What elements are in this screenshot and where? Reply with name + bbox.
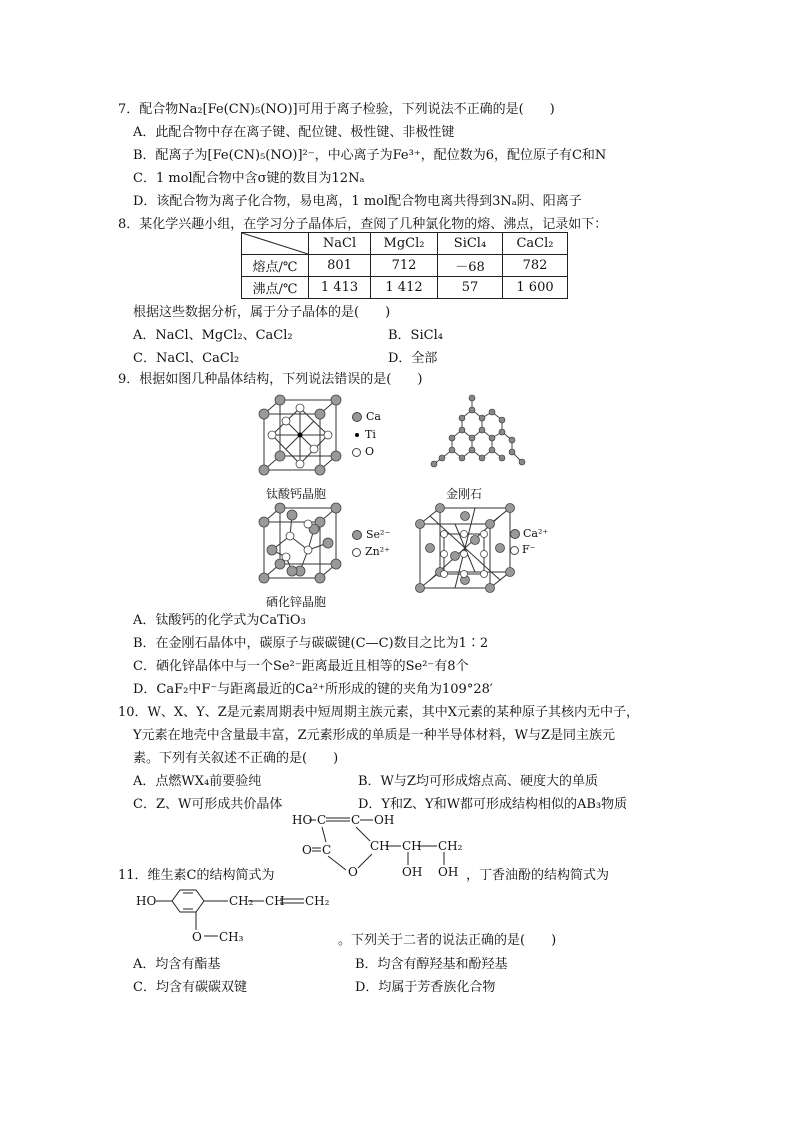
table-row bbox=[242, 255, 568, 277]
q11-option-a: A．均含有酯基 bbox=[133, 957, 221, 972]
table-cell: －68 bbox=[438, 255, 503, 277]
legend-se: Se²⁻ bbox=[352, 528, 390, 541]
q7-stem: 7．配合物Na₂[Fe(CN)₅(NO)]可用于离子检验，下列说法不正确的是( ) bbox=[118, 102, 555, 117]
atom-label: C bbox=[317, 813, 327, 827]
q11-option-c: C．均含有碳碳双键 bbox=[133, 980, 247, 995]
legend-ti: Ti bbox=[355, 428, 376, 441]
q10-stem-line3: 素。下列有关叙述不正确的是( ) bbox=[133, 751, 339, 766]
legend-f: F⁻ bbox=[510, 543, 535, 556]
table-cell: 1 413 bbox=[309, 277, 371, 299]
table-cell: 1 412 bbox=[371, 277, 438, 299]
q9-stem: 9．根据如图几种晶体结构，下列说法错误的是( ) bbox=[118, 372, 423, 387]
table-header: CaCl₂ bbox=[503, 233, 568, 255]
q7-option-b: B．配离子为[Fe(CN)₅(NO)]²⁻，中心离子为Fe³⁺，配位数为6，配位原子有C和N bbox=[133, 148, 607, 163]
q11-stem-part1: 11．维生素C的结构简式为 bbox=[118, 868, 275, 883]
table-cell: 57 bbox=[438, 277, 503, 299]
q10-option-c: C．Z、W可形成共价晶体 bbox=[133, 797, 283, 812]
atom-label: O bbox=[302, 843, 312, 857]
q11-option-b: B．均含有醇羟基和酚羟基 bbox=[355, 957, 508, 972]
atom-label: CH₂ bbox=[438, 839, 463, 853]
melting-boiling-table bbox=[241, 232, 568, 299]
atom-label: C bbox=[322, 843, 332, 857]
legend-o: O bbox=[352, 445, 374, 458]
q8-option-b: B．SiCl₄ bbox=[388, 328, 443, 343]
atom-label: CH₂ bbox=[229, 894, 254, 908]
table-header: MgCl₂ bbox=[371, 233, 438, 255]
table-header-row bbox=[242, 233, 568, 255]
eugenol-structure bbox=[132, 884, 342, 948]
diagonal-line bbox=[242, 233, 308, 254]
zinc-selenide-cell-figure bbox=[256, 502, 346, 590]
atom-label: OH bbox=[402, 865, 423, 879]
legend-ca: Ca bbox=[352, 410, 381, 423]
q8-prompt: 根据这些数据分析，属于分子晶体的是( ) bbox=[133, 305, 391, 320]
atom-label: OH bbox=[438, 865, 459, 879]
q10-option-a: A．点燃WX₄前要验纯 bbox=[133, 774, 262, 789]
calcium-fluoride-cell-figure bbox=[414, 502, 518, 594]
table-cell: 712 bbox=[371, 255, 438, 277]
table-header: NaCl bbox=[309, 233, 371, 255]
atom-label: CH bbox=[402, 839, 422, 853]
q10-option-d: D．Y和Z、Y和W都可形成结构相似的AB₃物质 bbox=[358, 797, 628, 812]
atom-label: HO bbox=[136, 894, 157, 908]
atom-label: CH bbox=[370, 839, 390, 853]
atom-label: OH bbox=[374, 813, 395, 827]
q7-option-d: D．该配合物为离子化合物，易电离，1 mol配合物电离共得到3Nₐ阴、阳离子 bbox=[133, 194, 582, 209]
row-label: 熔点/℃ bbox=[242, 255, 309, 277]
atom-label: HO bbox=[292, 813, 313, 827]
table-cell: 801 bbox=[309, 255, 371, 277]
q7-option-a: A．此配合物中存在离子键、配位键、极性键、非极性键 bbox=[133, 125, 455, 140]
caption-calcium-titanate: 钛酸钙晶胞 bbox=[266, 487, 327, 501]
atom-label: O bbox=[192, 930, 202, 944]
atom-label: CH₃ bbox=[219, 930, 244, 944]
caption-zinc-selenide: 硒化锌晶胞 bbox=[266, 595, 327, 609]
atom-label: C bbox=[351, 813, 361, 827]
q7-option-c: C．1 mol配合物中含σ键的数目为12Nₐ bbox=[133, 171, 365, 186]
q9-option-b: B．在金刚石晶体中，碳原子与碳碳键(C—C)数目之比为1∶2 bbox=[133, 636, 489, 651]
atom-label: CH₂ bbox=[305, 894, 330, 908]
q8-stem: 8．某化学兴趣小组，在学习分子晶体后，查阅了几种氯化物的熔、沸点，记录如下： bbox=[118, 217, 608, 232]
q8-option-d: D．全部 bbox=[388, 351, 438, 366]
q11-option-d: D．均属于芳香族化合物 bbox=[355, 980, 496, 995]
atom-label: O bbox=[348, 865, 358, 879]
atom-label: CH bbox=[265, 894, 285, 908]
legend-ca2: Ca²⁺ bbox=[510, 527, 548, 540]
diamond-structure-figure bbox=[424, 392, 528, 472]
q9-option-d: D．CaF₂中F⁻与距离最近的Ca²⁺所形成的键的夹角为109°28′ bbox=[133, 682, 493, 697]
q9-option-c: C．硒化锌晶体中与一个Se²⁻距离最近且相等的Se²⁻有8个 bbox=[133, 659, 469, 674]
q9-option-a: A．钛酸钙的化学式为CaTiO₃ bbox=[133, 613, 306, 628]
table-row bbox=[242, 277, 568, 299]
q8-option-a: A．NaCl、MgCl₂、CaCl₂ bbox=[133, 328, 293, 343]
legend-zn: Zn²⁺ bbox=[352, 545, 390, 558]
row-label: 沸点/℃ bbox=[242, 277, 309, 299]
table-corner-cell bbox=[242, 233, 309, 255]
table-cell: 1 600 bbox=[503, 277, 568, 299]
vitamin-c-structure bbox=[288, 810, 468, 882]
table-header: SiCl₄ bbox=[438, 233, 503, 255]
q10-stem-line2: Y元素在地壳中含量最丰富，Z元素形成的单质是一种半导体材料，W与Z是同主族元 bbox=[133, 728, 616, 743]
q8-option-c: C．NaCl、CaCl₂ bbox=[133, 351, 240, 366]
caption-diamond: 金刚石 bbox=[446, 487, 483, 501]
q11-stem-part2: ，丁香油酚的结构简式为 bbox=[466, 868, 610, 883]
calcium-titanate-cell-figure bbox=[256, 394, 346, 482]
q11-stem-part3: 。下列关于二者的说法正确的是( ) bbox=[338, 933, 557, 948]
table-cell: 782 bbox=[503, 255, 568, 277]
q10-stem-line1: 10．W、X、Y、Z是元素周期表中短周期主族元素，其中X元素的某种原子其核内无中子， bbox=[118, 705, 640, 720]
q10-option-b: B．W与Z均可形成熔点高、硬度大的单质 bbox=[358, 774, 598, 789]
